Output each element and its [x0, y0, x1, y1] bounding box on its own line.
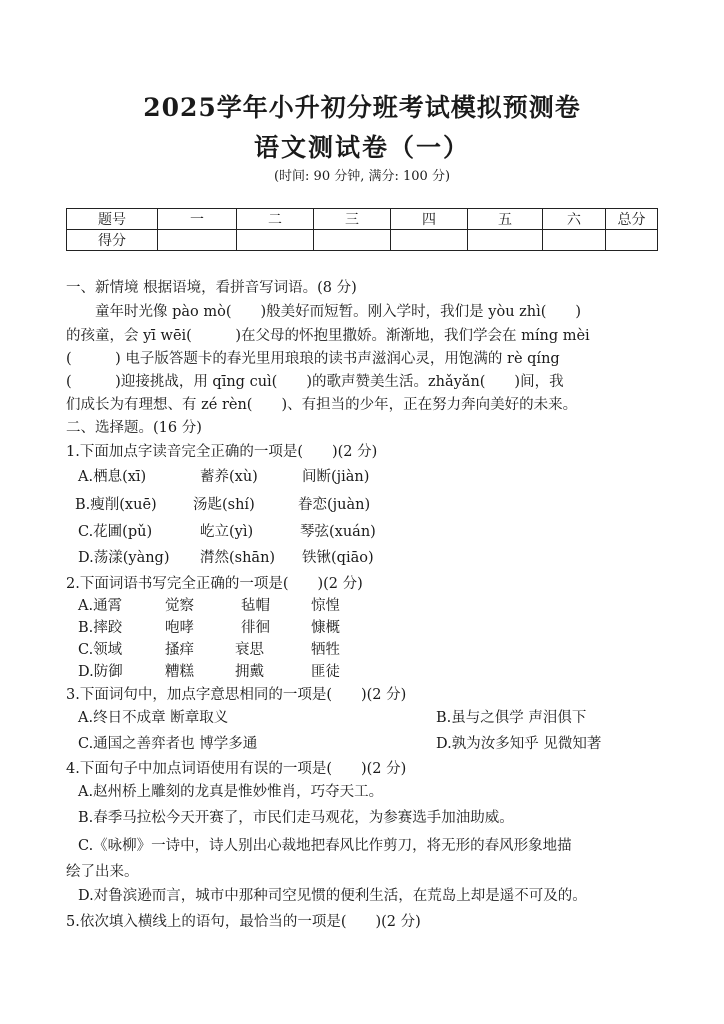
q2-option-c-2: 搔痒	[165, 642, 194, 658]
score-table	[66, 208, 658, 251]
q4-option-b: B.春季马拉松今天开赛了，市民们走马观花，为参赛选手加油助威。	[78, 810, 514, 826]
q1-option-a-3: 间断(jiàn)	[302, 469, 370, 485]
score-header-cell: 六	[543, 209, 606, 230]
score-header-cell: 四	[391, 209, 468, 230]
q2-option-d-3: 拥戴	[235, 664, 264, 680]
score-input-cell[interactable]	[391, 230, 468, 251]
q1-stem: 1.下面加点字读音完全正确的一项是( )(2 分)	[66, 444, 378, 460]
score-table-header-row	[67, 209, 658, 230]
q3-option-c: C.通国之善弈者也 博学多通	[78, 736, 258, 752]
q2-option-a-1: A.通霄	[78, 598, 123, 614]
q1-option-c-2: 屹立(yì)	[200, 524, 254, 540]
q1-option-d-3: 铁锹(qiāo)	[302, 550, 374, 566]
section1-line: 的孩童，会 yī wēi( )在父母的怀抱里撒娇。渐渐地，我们学会在 míng mèi	[66, 328, 590, 344]
q2-option-a-2: 觉察	[165, 598, 194, 614]
score-header-cell: 二	[237, 209, 314, 230]
score-row-label: 得分	[67, 230, 158, 251]
score-input-cell[interactable]	[606, 230, 658, 251]
q1-option-c-1: C.花圃(pǔ)	[78, 524, 153, 540]
q4-option-c: C.《咏柳》一诗中，诗人别出心裁地把春风比作剪刀，将无形的春风形象地描	[78, 838, 572, 854]
q1-option-b-1: B.瘦削(xuē)	[75, 497, 157, 513]
q4-stem: 4.下面句子中加点词语使用有误的一项是( )(2 分)	[66, 761, 407, 777]
q1-option-a-2: 蓄养(xù)	[200, 469, 258, 485]
q1-option-d-2: 潸然(shān)	[200, 550, 276, 566]
q3-stem: 3.下面词句中，加点字意思相同的一项是( )(2 分)	[66, 687, 407, 703]
q1-option-c-3: 琴弦(xuán)	[300, 524, 376, 540]
q2-option-b-1: B.摔跤	[78, 620, 123, 636]
q2-option-d-2: 糟糕	[165, 664, 194, 680]
q3-option-b: B.虽与之俱学 声泪俱下	[436, 710, 587, 726]
score-input-cell[interactable]	[237, 230, 314, 251]
q4-option-a: A.赵州桥上雕刻的龙真是惟妙惟肖，巧夺天工。	[78, 784, 384, 800]
score-input-cell[interactable]	[468, 230, 543, 251]
q2-option-d-1: D.防御	[78, 664, 123, 680]
section1-line: ( )迎接挑战，用 qīng cuì( )的歌声赞美生活。zhǎyǎn( )间，我	[66, 374, 564, 390]
section1-line: ( ) 电子版答题卡的春光里用琅琅的读书声滋润心灵，用饱满的 rè qíng	[66, 351, 560, 367]
q5-stem: 5.依次填入横线上的语句，最恰当的一项是( )(2 分)	[66, 914, 421, 930]
q2-option-d-4: 匪徒	[311, 664, 340, 680]
exam-subtitle: 语文测试卷（一）	[253, 133, 470, 162]
q2-option-b-2: 咆哮	[165, 620, 194, 636]
q2-option-b-3: 徘徊	[241, 620, 270, 636]
score-header-cell: 总分	[606, 209, 658, 230]
section2-heading: 二、选择题。(16 分)	[66, 420, 202, 436]
q3-option-d: D.孰为汝多知乎 见微知著	[436, 736, 602, 752]
q2-option-a-4: 惊惶	[311, 598, 340, 614]
q2-option-c-3: 衰思	[235, 642, 264, 658]
q3-option-a: A.终日不成章 断章取义	[78, 710, 229, 726]
score-input-cell[interactable]	[543, 230, 606, 251]
section1-line: 们成长为有理想、有 zé rèn( )、有担当的少年，正在努力奔向美好的未来。	[66, 397, 578, 413]
section1-line: 童年时光像 pào mò( )般美好而短暂。刚入学时，我们是 yòu zhì( )	[66, 304, 582, 320]
score-input-cell[interactable]	[158, 230, 237, 251]
q4-option-d: D.对鲁滨逊而言，城市中那种司空见惯的便利生活，在荒岛上却是遥不可及的。	[78, 888, 587, 904]
q2-option-c-1: C.领域	[78, 642, 123, 658]
q2-option-c-4: 牺牲	[311, 642, 340, 658]
score-header-cell: 三	[314, 209, 391, 230]
time-info: (时间: 90 分钟, 满分: 100 分)	[273, 169, 451, 184]
q2-option-a-3: 毡帽	[241, 598, 270, 614]
q1-option-b-2: 汤匙(shí)	[193, 497, 255, 513]
q4-option-c-cont: 绘了出来。	[66, 864, 139, 880]
q1-option-b-3: 眷恋(juàn)	[298, 497, 371, 513]
score-input-cell[interactable]	[314, 230, 391, 251]
score-header-cell: 五	[468, 209, 543, 230]
score-header-cell: 一	[158, 209, 237, 230]
q2-option-b-4: 慷概	[311, 620, 340, 636]
q1-option-a-1: A.栖息(xī)	[78, 469, 147, 485]
exam-title: 2025学年小升初分班考试模拟预测卷	[143, 93, 581, 122]
q1-option-d-1: D.荡漾(yàng)	[78, 550, 170, 566]
score-header-cell: 题号	[67, 209, 158, 230]
score-table-score-row	[67, 230, 658, 251]
section1-heading: 一、新情境 根据语境，看拼音写词语。(8 分)	[66, 280, 357, 296]
q2-stem: 2.下面词语书写完全正确的一项是( )(2 分)	[66, 576, 363, 592]
